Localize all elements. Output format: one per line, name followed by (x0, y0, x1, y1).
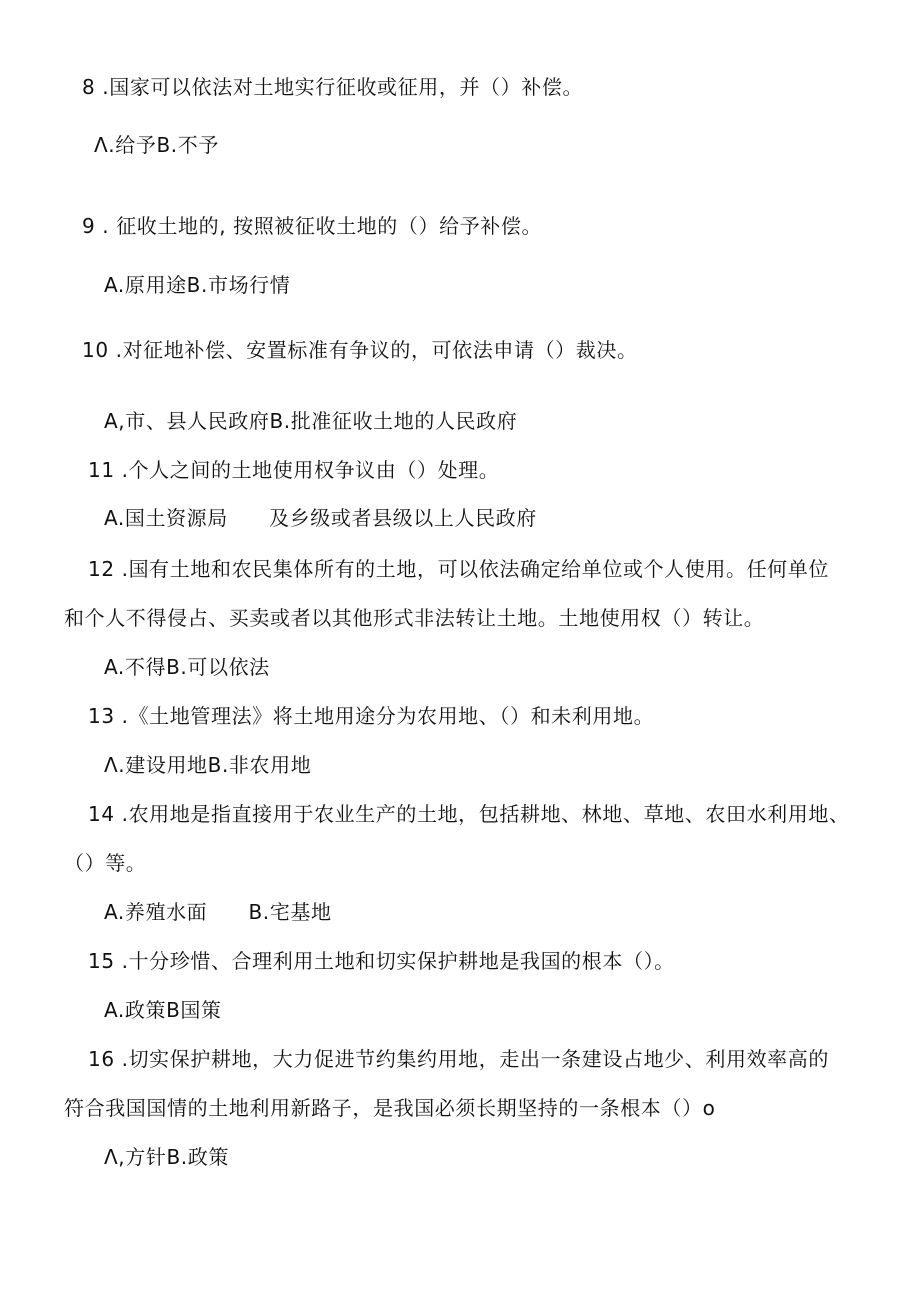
question-10-text: 10 .对征地补偿、安置标准有争议的，可依法申请（）裁决。 (82, 338, 638, 362)
question-11-text: 11 .个人之间的土地使用权争议由（）处理。 (88, 458, 500, 482)
question-15-options: A.政策B国策 (104, 998, 222, 1022)
question-16-options: Λ,方针B.政策 (104, 1145, 229, 1169)
question-8-text: 8 .国家可以依法对土地实行征收或征用，并（）补偿。 (82, 75, 584, 99)
question-15-text: 15 .十分珍惜、合理利用土地和切实保护耕地是我国的根本（）。 (88, 949, 675, 973)
question-10-options: A,市、县人民政府B.批准征收土地的人民政府 (104, 409, 518, 433)
question-12-options: A.不得B.可以依法 (104, 655, 270, 679)
question-13-options: Λ.建设用地B.非农用地 (104, 753, 312, 777)
question-16-text-line-2: 符合我国国情的土地利用新路子，是我国必须长期坚持的一条根本（）o (64, 1096, 716, 1120)
question-16-text-line-1: 16 .切实保护耕地，大力促进节约集约用地，走出一条建设占地少、利用效率高的 (88, 1047, 829, 1071)
question-14-text-line-1: 14 .农用地是指直接用于农业生产的土地，包括耕地、林地、草地、农田水利用地、 (88, 802, 850, 826)
question-11-options: A.国土资源局 及乡级或者县级以上人民政府 (104, 506, 537, 530)
question-12-text-line-1: 12 .国有土地和农民集体所有的土地，可以依法确定给单位或个人使用。任何单位 (88, 557, 829, 581)
question-13-text: 13 .《土地管理法》将土地用途分为农用地、（）和未利用地。 (88, 704, 655, 728)
question-8-options: Λ.给予B.不予 (94, 133, 219, 157)
question-9-options: A.原用途B.市场行情 (104, 273, 291, 297)
question-9-text: 9 . 征收土地的, 按照被征收土地的（）给予补偿。 (82, 214, 543, 238)
question-14-text-line-2: （）等。 (64, 851, 147, 875)
question-12-text-line-2: 和个人不得侵占、买卖或者以其他形式非法转让土地。土地使用权（）转让。 (64, 606, 765, 630)
question-14-options: A.养殖水面 B.宅基地 (104, 900, 332, 924)
